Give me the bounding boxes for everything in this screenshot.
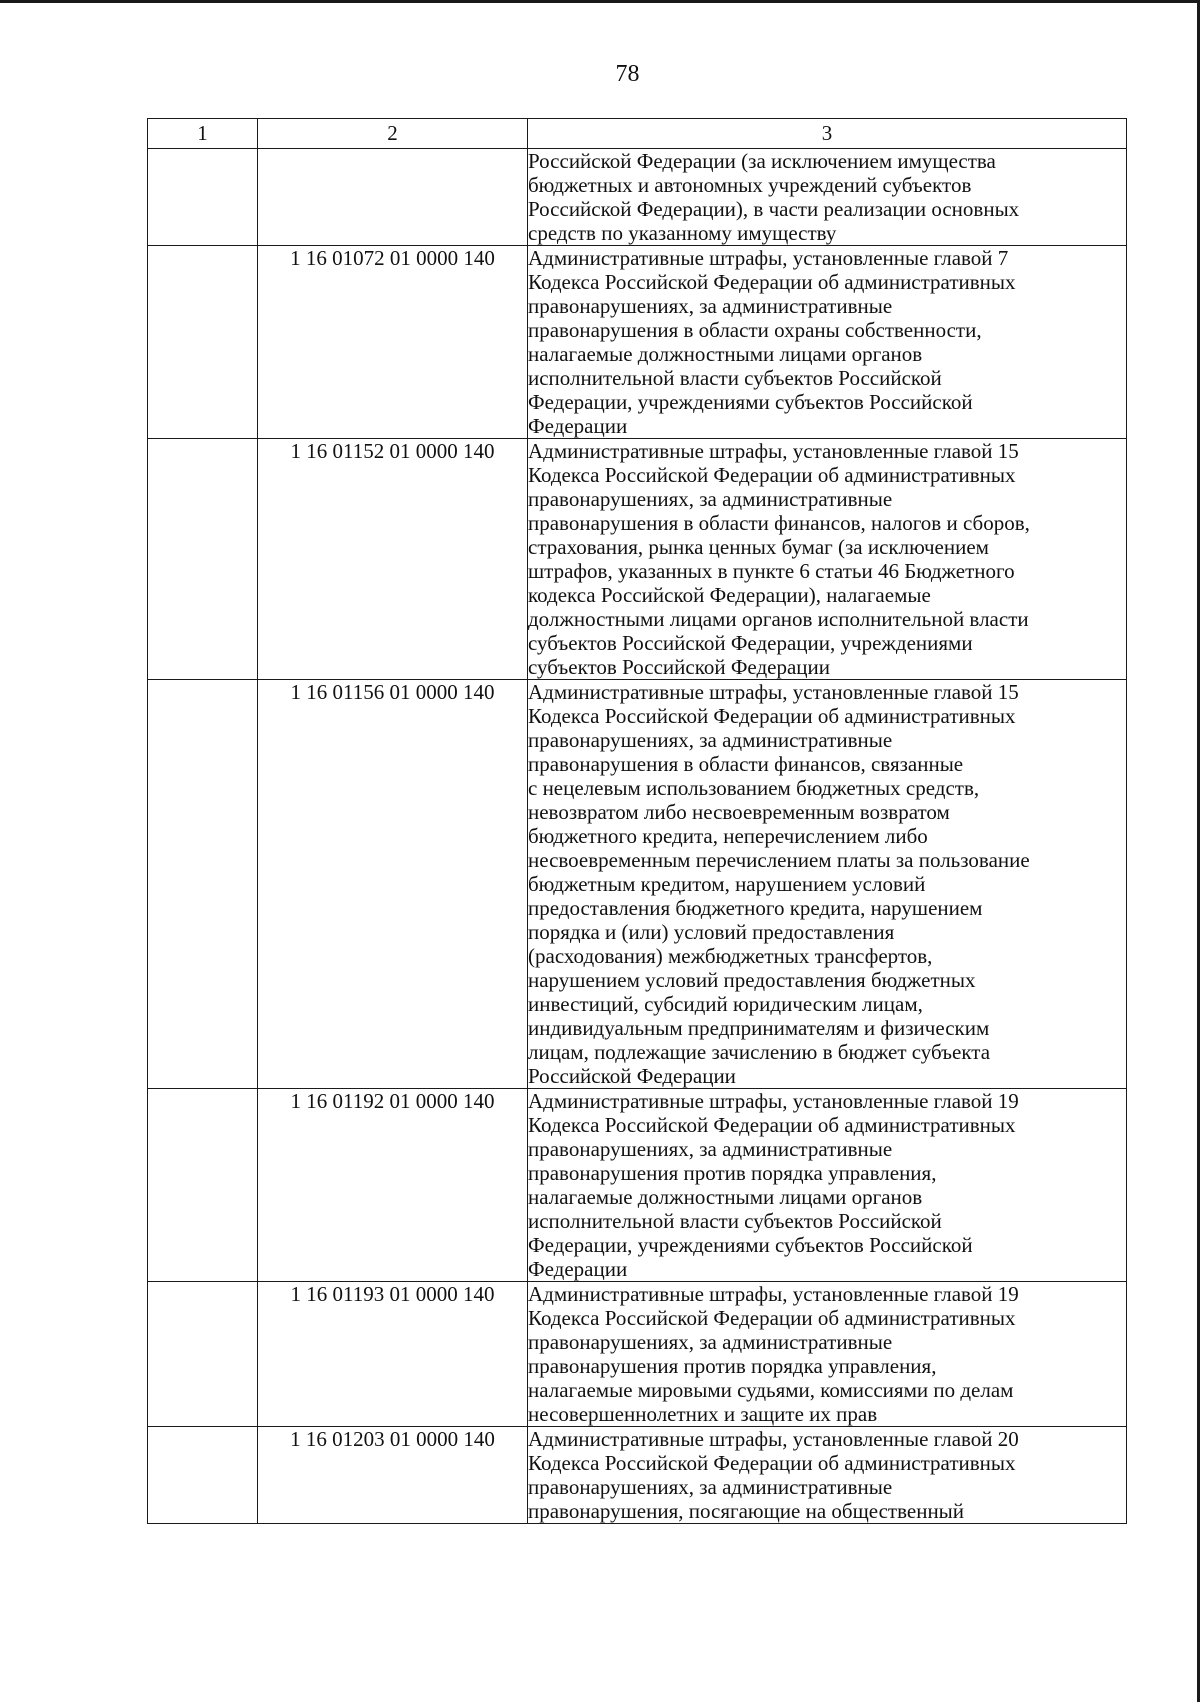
description-line: несвоевременным перечислением платы за пользование bbox=[528, 848, 1030, 872]
revenue-description bbox=[528, 246, 1127, 439]
header-col-2: 2 bbox=[258, 119, 528, 149]
row-number-cell bbox=[148, 1089, 258, 1282]
description-line: правонарушениях, за административные bbox=[528, 728, 893, 752]
description-line: Федерации, учреждениями субъектов Российской bbox=[528, 390, 973, 414]
description-line: индивидуальным предпринимателям и физическим bbox=[528, 1016, 990, 1040]
description-line: бюджетного кредита, неперечислением либо bbox=[528, 824, 928, 848]
revenue-description bbox=[528, 149, 1127, 246]
description-line: предоставления бюджетного кредита, нарушением bbox=[528, 896, 983, 920]
description-line: должностными лицами органов исполнительной власти bbox=[528, 607, 1029, 631]
description-line: бюджетных и автономных учреждений субъектов bbox=[528, 173, 972, 197]
description-line: Кодекса Российской Федерации об административных bbox=[528, 1451, 1016, 1475]
description-line: Кодекса Российской Федерации об административных bbox=[528, 270, 1016, 294]
description-line: правонарушениях, за административные bbox=[528, 1330, 893, 1354]
description-line: Кодекса Российской Федерации об административных bbox=[528, 463, 1016, 487]
page-number: 78 bbox=[615, 61, 640, 87]
header-col-1: 1 bbox=[148, 119, 258, 149]
description-line: с нецелевым использованием бюджетных средств, bbox=[528, 776, 980, 800]
description-line: Кодекса Российской Федерации об административных bbox=[528, 1113, 1016, 1137]
description-line: штрафов, указанных в пункте 6 статьи 46 Бюджетного bbox=[528, 559, 1015, 583]
revenue-description bbox=[528, 1282, 1127, 1427]
budget-classification-code: 1 16 01156 01 0000 140 bbox=[258, 680, 528, 1089]
description-line: Кодекса Российской Федерации об административных bbox=[528, 1306, 1016, 1330]
row-number-cell bbox=[148, 1282, 258, 1427]
description-line: Административные штрафы, установленные главой 15 bbox=[528, 680, 1019, 704]
table-row bbox=[148, 680, 1127, 1089]
description-line: Административные штрафы, установленные главой 20 bbox=[528, 1427, 1019, 1451]
budget-code-table bbox=[147, 118, 1127, 1524]
description-line: Кодекса Российской Федерации об административных bbox=[528, 704, 1016, 728]
description-line: нарушением условий предоставления бюджетных bbox=[528, 968, 976, 992]
description-line: Федерации bbox=[528, 1257, 628, 1281]
row-number-cell bbox=[148, 680, 258, 1089]
description-line: инвестиций, субсидий юридическим лицам, bbox=[528, 992, 923, 1016]
description-line: несовершеннолетних и защите их прав bbox=[528, 1402, 878, 1426]
description-line: правонарушения в области финансов, налогов и сборов, bbox=[528, 511, 1030, 535]
table-header bbox=[148, 119, 1127, 149]
table-row bbox=[148, 439, 1127, 680]
description-line: исполнительной власти субъектов Российской bbox=[528, 366, 942, 390]
table-body bbox=[148, 149, 1127, 1524]
description-line: Административные штрафы, установленные главой 19 bbox=[528, 1282, 1019, 1306]
revenue-description bbox=[528, 1089, 1127, 1282]
table-row bbox=[148, 1089, 1127, 1282]
description-line: Федерации bbox=[528, 414, 628, 438]
description-line: налагаемые должностными лицами органов bbox=[528, 1185, 923, 1209]
description-line: бюджетным кредитом, нарушением условий bbox=[528, 872, 926, 896]
description-line: правонарушениях, за административные bbox=[528, 294, 893, 318]
description-line: Федерации, учреждениями субъектов Российской bbox=[528, 1233, 973, 1257]
description-line: страхования, рынка ценных бумаг (за исключением bbox=[528, 535, 989, 559]
description-line: Российской Федерации (за исключением имущества bbox=[528, 149, 996, 173]
table-row bbox=[148, 246, 1127, 439]
description-line: налагаемые должностными лицами органов bbox=[528, 342, 923, 366]
row-number-cell bbox=[148, 246, 258, 439]
row-number-cell bbox=[148, 439, 258, 680]
description-line: правонарушения против порядка управления, bbox=[528, 1161, 937, 1185]
description-line: кодекса Российской Федерации), налагаемые bbox=[528, 583, 931, 607]
header-col-3: 3 bbox=[528, 119, 1127, 149]
description-line: субъектов Российской Федерации bbox=[528, 655, 831, 679]
budget-classification-code bbox=[258, 149, 528, 246]
description-line: правонарушения в области охраны собственности, bbox=[528, 318, 982, 342]
budget-classification-code: 1 16 01193 01 0000 140 bbox=[258, 1282, 528, 1427]
description-line: средств по указанному имуществу bbox=[528, 221, 837, 245]
revenue-description bbox=[528, 1427, 1127, 1524]
table-row bbox=[148, 1427, 1127, 1524]
row-number-cell bbox=[148, 1427, 258, 1524]
description-line: невозвратом либо несвоевременным возвратом bbox=[528, 800, 950, 824]
row-number-cell bbox=[148, 149, 258, 246]
description-line: Административные штрафы, установленные главой 15 bbox=[528, 439, 1019, 463]
description-line: исполнительной власти субъектов Российской bbox=[528, 1209, 942, 1233]
header-row bbox=[148, 119, 1127, 149]
description-line: субъектов Российской Федерации, учреждениями bbox=[528, 631, 973, 655]
description-line: (расходования) межбюджетных трансфертов, bbox=[528, 944, 933, 968]
scan-border-top bbox=[0, 0, 1200, 3]
budget-classification-code: 1 16 01072 01 0000 140 bbox=[258, 246, 528, 439]
description-line: правонарушениях, за административные bbox=[528, 487, 893, 511]
description-line: Административные штрафы, установленные главой 19 bbox=[528, 1089, 1019, 1113]
budget-classification-code: 1 16 01192 01 0000 140 bbox=[258, 1089, 528, 1282]
description-line: налагаемые мировыми судьями, комиссиями по делам bbox=[528, 1378, 1014, 1402]
description-line: Административные штрафы, установленные главой 7 bbox=[528, 246, 1009, 270]
budget-classification-code: 1 16 01203 01 0000 140 bbox=[258, 1427, 528, 1524]
revenue-description bbox=[528, 680, 1127, 1089]
description-line: правонарушениях, за административные bbox=[528, 1475, 893, 1499]
table-row bbox=[148, 1282, 1127, 1427]
table-row bbox=[148, 149, 1127, 246]
description-line: лицам, подлежащие зачислению в бюджет субъекта bbox=[528, 1040, 991, 1064]
description-line: правонарушения против порядка управления, bbox=[528, 1354, 937, 1378]
description-line: правонарушениях, за административные bbox=[528, 1137, 893, 1161]
revenue-description bbox=[528, 439, 1127, 680]
description-line: порядка и (или) условий предоставления bbox=[528, 920, 895, 944]
budget-classification-code: 1 16 01152 01 0000 140 bbox=[258, 439, 528, 680]
description-line: Российской Федерации), в части реализации основных bbox=[528, 197, 1020, 221]
description-line: Российской Федерации bbox=[528, 1064, 736, 1088]
description-line: правонарушения в области финансов, связанные bbox=[528, 752, 964, 776]
description-line: правонарушения, посягающие на общественный bbox=[528, 1499, 965, 1523]
